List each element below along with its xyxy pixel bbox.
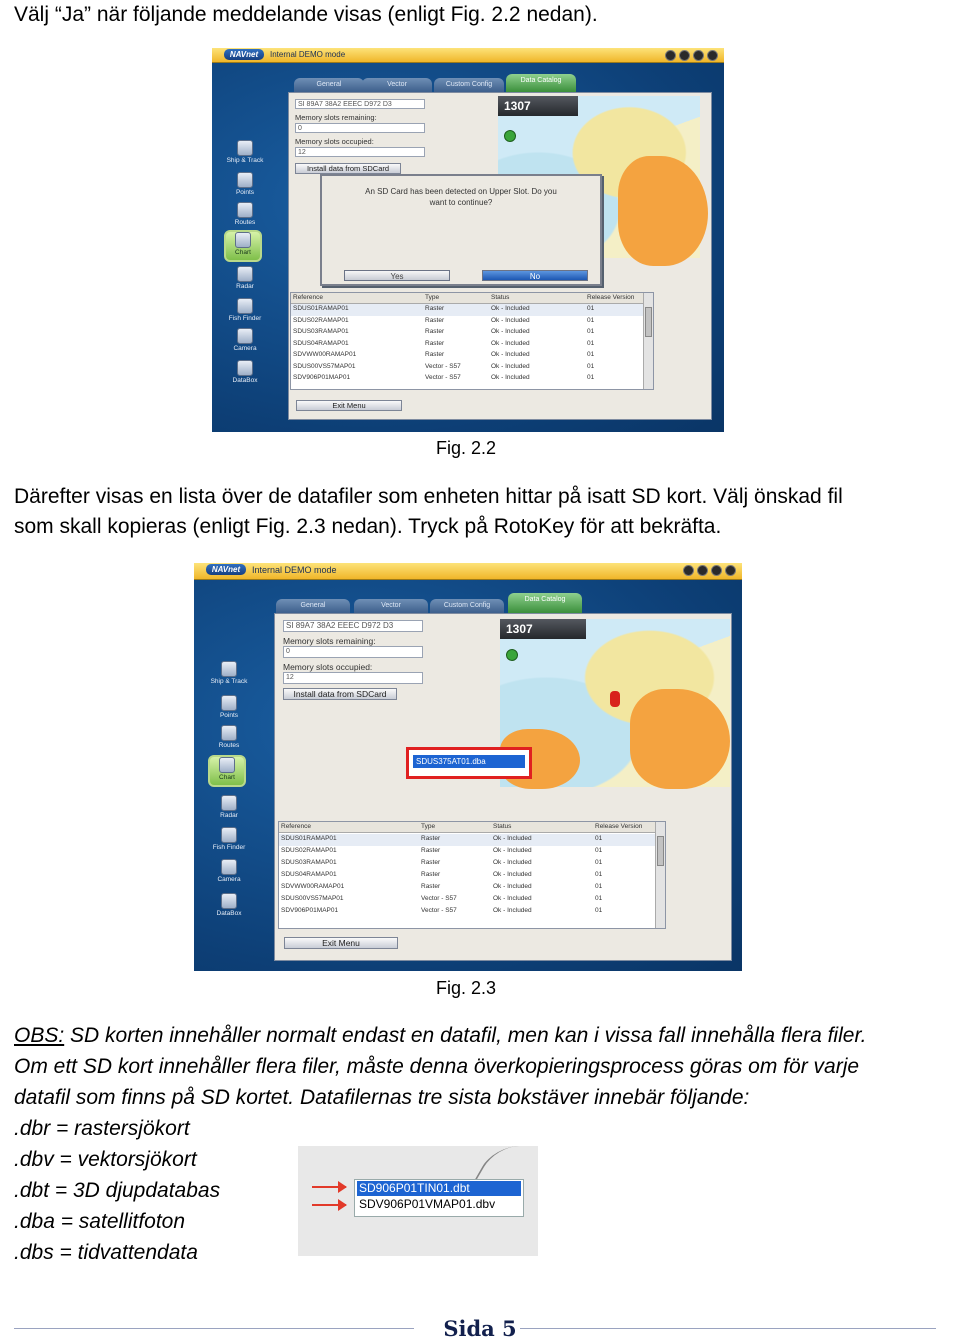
table-cell: Raster xyxy=(425,305,445,312)
table-cell: 01 xyxy=(595,871,603,878)
route-icon xyxy=(237,202,253,218)
sidebar-item-camera[interactable] xyxy=(208,859,250,887)
table-cell: SDUS02RAMAP01 xyxy=(281,847,337,854)
sidebar-item-label: DataBox xyxy=(232,377,258,384)
yes-button[interactable]: Yes xyxy=(344,270,450,281)
memory-remaining-field: 0 xyxy=(295,123,425,133)
sidebar-item-databox[interactable] xyxy=(224,360,266,388)
chart-icon xyxy=(235,232,251,248)
file-table xyxy=(278,821,666,929)
col-release-version: Release Version xyxy=(587,294,635,301)
obs-label: OBS: xyxy=(14,1024,65,1047)
table-cell: Raster xyxy=(425,339,445,347)
col-status: Status xyxy=(493,823,512,830)
table-cell: Raster xyxy=(425,351,445,358)
table-cell: SDUS00VS57MAP01 xyxy=(281,895,344,902)
sidebar-item-label: Points xyxy=(235,189,255,196)
intro-text: Välj “Ja” när följande meddelande visas (enligt Fig. 2.2 nedan). xyxy=(14,3,598,26)
point-icon xyxy=(237,172,253,188)
sidebar-item-label: Points xyxy=(219,712,239,719)
table-row[interactable] xyxy=(291,327,643,339)
table-cell: Ok - Included xyxy=(491,351,530,358)
col-status: Status xyxy=(491,294,510,301)
table-cell: Ok - Included xyxy=(493,895,532,902)
tab-custom-config[interactable]: Custom Config xyxy=(434,78,504,92)
fish-finder-icon xyxy=(221,827,237,843)
table-cell: Ok - Included xyxy=(493,859,532,866)
table-cell: Vector - S57 xyxy=(425,362,461,370)
arrow-right-icon xyxy=(312,1186,346,1188)
tab-custom-config[interactable]: Custom Config xyxy=(430,599,504,613)
table-row[interactable] xyxy=(291,362,643,374)
tab-general[interactable]: General xyxy=(276,599,350,613)
sidebar-item-label: Radar xyxy=(236,283,254,290)
sidebar-item-label: Radar xyxy=(220,812,238,819)
selected-file[interactable]: SDUS375AT01.dba xyxy=(413,755,525,768)
tab-vector[interactable]: Vector xyxy=(354,599,428,613)
memory-occupied-field: 12 xyxy=(283,672,423,684)
sidebar-item-label: DataBox xyxy=(216,910,242,917)
table-cell: 01 xyxy=(595,907,603,914)
file-table xyxy=(290,292,654,390)
table-cell: SDUS02RAMAP01 xyxy=(293,316,349,324)
table-cell: SDUS01RAMAP01 xyxy=(281,835,337,842)
table-row[interactable] xyxy=(291,316,643,328)
table-cell: 01 xyxy=(595,883,603,890)
table-cell: Ok - Included xyxy=(491,316,530,324)
col-release-version: Release Version xyxy=(595,823,643,830)
table-cell: 01 xyxy=(587,374,595,381)
sidebar-item-label: Ship & Track xyxy=(226,157,264,164)
memory-remaining-label: Memory slots remaining: xyxy=(283,636,376,646)
tab-data-catalog[interactable]: Data Catalog xyxy=(506,74,576,92)
table-cell: SDUS03RAMAP01 xyxy=(293,328,349,335)
table-cell: 01 xyxy=(595,835,603,842)
sidebar-item-points[interactable] xyxy=(208,695,250,723)
sidebar xyxy=(224,140,266,390)
table-cell: Raster xyxy=(421,847,441,854)
table-cell: Vector - S57 xyxy=(425,374,461,381)
table-row[interactable] xyxy=(279,906,655,918)
extension-item: .dbv = vektorsjökort xyxy=(14,1148,197,1171)
sidebar-item-camera[interactable] xyxy=(224,328,266,356)
decorative-curve xyxy=(474,1146,536,1181)
sidebar-item-label: Camera xyxy=(233,345,257,352)
serial-field: SI 89A7 38A2 EEEC D972 D3 xyxy=(283,620,423,632)
screenshot-fig-2-3 xyxy=(194,563,742,971)
figure-caption-2-3: Fig. 2.3 xyxy=(436,978,497,998)
sidebar-item-routes[interactable] xyxy=(224,202,266,230)
memory-occupied-field: 12 xyxy=(295,147,425,157)
sidebar-item-radar[interactable] xyxy=(224,266,266,294)
sidebar-item-label: Chart xyxy=(219,774,235,781)
chart-icon xyxy=(219,757,235,773)
table-row[interactable] xyxy=(291,373,643,385)
chart-view xyxy=(500,619,730,787)
title-bar xyxy=(194,563,742,580)
table-cell: SDVWW00RAMAP01 xyxy=(281,883,345,890)
figure-caption-2-2: Fig. 2.2 xyxy=(436,438,497,458)
table-cell: 01 xyxy=(587,316,595,324)
table-row[interactable] xyxy=(291,339,643,351)
table-cell: Ok - Included xyxy=(493,871,532,878)
camera-icon xyxy=(221,859,237,875)
table-cell: Ok - Included xyxy=(493,835,532,842)
sidebar-item-label: Ship & Track xyxy=(210,678,248,685)
sidebar-item-label: Camera xyxy=(217,876,241,883)
dialog-message-line-2: want to continue? xyxy=(429,198,493,207)
obs-line-3: datafil som finns på SD kortet. Datafilernas tre sista bokstäver innebär följande: xyxy=(14,1086,750,1109)
file-list xyxy=(354,1179,524,1217)
arrow-right-icon xyxy=(312,1204,346,1206)
status-icon xyxy=(683,565,694,576)
table-cell: Ok - Included xyxy=(493,907,532,914)
scrollbar-thumb[interactable] xyxy=(657,836,664,866)
table-row[interactable] xyxy=(279,894,655,906)
sidebar-item-label: Fish Finder xyxy=(212,844,246,851)
boat-marker-icon xyxy=(610,691,620,707)
sidebar-item-points[interactable] xyxy=(224,172,266,200)
tab-vector[interactable]: Vector xyxy=(362,78,432,92)
table-row[interactable] xyxy=(291,350,643,362)
table-cell: Vector - S57 xyxy=(421,895,457,902)
table-cell: Raster xyxy=(421,871,441,878)
obs-line-1 xyxy=(14,1021,867,1051)
table-cell: SDUS04RAMAP01 xyxy=(281,871,337,878)
sidebar-item-databox[interactable] xyxy=(208,893,250,921)
table-cell: Vector - S57 xyxy=(421,907,457,914)
speed-readout: 1307 xyxy=(498,96,578,116)
table-cell: SDUS04RAMAP01 xyxy=(293,339,349,347)
table-cell: Ok - Included xyxy=(491,328,530,335)
table-cell: 01 xyxy=(587,328,595,335)
memory-occupied-label: Memory slots occupied: xyxy=(295,137,374,146)
mode-label: Internal DEMO mode xyxy=(252,565,337,575)
table-row[interactable] xyxy=(279,846,655,858)
table-row[interactable] xyxy=(291,304,643,316)
col-reference: Reference xyxy=(281,823,311,830)
scrollbar-thumb[interactable] xyxy=(645,307,652,337)
status-icon xyxy=(665,50,676,61)
exit-menu-button[interactable]: Exit Menu xyxy=(284,937,398,949)
ship-icon xyxy=(237,140,253,156)
table-cell: 01 xyxy=(587,339,595,347)
table-cell: Raster xyxy=(425,328,445,335)
obs-text-1: SD korten innehåller normalt endast en datafil, men kan i vissa fall innehålla flera filer. xyxy=(64,1024,867,1047)
table-cell: 01 xyxy=(587,362,595,370)
land-area xyxy=(618,156,708,266)
table-cell: Ok - Included xyxy=(493,883,532,890)
sidebar-item-fish-finder[interactable] xyxy=(208,827,250,855)
camera-icon xyxy=(237,328,253,344)
databox-icon xyxy=(221,893,237,909)
serial-field: SI 89A7 38A2 EEEC D972 D3 xyxy=(295,99,425,109)
databox-icon xyxy=(237,360,253,376)
table-scrollbar[interactable] xyxy=(643,293,653,389)
extension-item: .dbt = 3D djupdatabas xyxy=(14,1179,221,1202)
table-header xyxy=(279,822,655,833)
table-cell: SDVWW00RAMAP01 xyxy=(293,351,357,358)
col-type: Type xyxy=(421,823,436,830)
exit-menu-button[interactable]: Exit Menu xyxy=(296,400,402,411)
file-list-snippet xyxy=(298,1146,538,1256)
table-cell: Ok - Included xyxy=(491,362,530,370)
sidebar-item-ship-track[interactable] xyxy=(208,661,250,689)
sidebar-item-chart[interactable] xyxy=(224,230,262,262)
table-scrollbar[interactable] xyxy=(655,822,665,928)
table-cell: SDUS00VS57MAP01 xyxy=(293,362,356,370)
sidebar-item-ship-track[interactable] xyxy=(224,140,266,168)
tab-general[interactable]: General xyxy=(294,78,364,92)
title-bar-icons xyxy=(665,50,718,61)
sidebar-item-routes[interactable] xyxy=(208,725,250,753)
mode-label: Internal DEMO mode xyxy=(270,50,346,59)
table-cell: 01 xyxy=(595,895,603,902)
table-cell: 01 xyxy=(587,351,595,358)
install-sdcard-button[interactable]: Install data from SDCard xyxy=(295,163,401,174)
sidebar xyxy=(208,661,250,925)
sidebar-item-chart[interactable] xyxy=(208,755,246,787)
page-number: Sida 5 xyxy=(443,1316,517,1341)
table-row[interactable] xyxy=(279,870,655,882)
route-icon xyxy=(221,725,237,741)
land-area xyxy=(630,689,730,789)
sidebar-item-radar[interactable] xyxy=(208,795,250,823)
navnet-logo: NAVnet xyxy=(224,49,264,60)
extension-item: .dba = satellitfoton xyxy=(14,1210,186,1233)
instruction-line-2: som skall kopieras (enligt Fig. 2.3 nedan). Tryck på RotoKey för att bekräfta. xyxy=(14,515,722,538)
sidebar-item-fish-finder[interactable] xyxy=(224,298,266,326)
sidebar-item-label: Routes xyxy=(218,742,240,749)
obs-line-2: Om ett SD kort innehåller flera filer, måste denna överkopieringsprocess göras om för varje xyxy=(14,1055,860,1078)
dialog-message-line-1: An SD Card has been detected on Upper Slot. Do you xyxy=(365,187,557,196)
navnet-logo: NAVnet xyxy=(206,564,246,575)
settings-icon xyxy=(707,50,718,61)
radar-icon xyxy=(237,266,253,282)
table-cell: Ok - Included xyxy=(491,374,530,381)
table-cell: Raster xyxy=(425,316,445,324)
status-dot-icon xyxy=(506,649,518,661)
extension-item: .dbr = rastersjökort xyxy=(14,1117,190,1140)
col-type: Type xyxy=(425,294,440,301)
title-bar xyxy=(212,48,724,63)
table-row[interactable] xyxy=(279,834,655,846)
sidebar-item-label: Fish Finder xyxy=(228,315,262,322)
table-cell: SDV906P01MAP01 xyxy=(281,907,339,914)
tab-data-catalog[interactable]: Data Catalog xyxy=(508,593,582,613)
radar-icon xyxy=(221,795,237,811)
file-item-selected[interactable]: SD906P01TIN01.dbt xyxy=(357,1181,521,1196)
ship-icon xyxy=(221,661,237,677)
memory-remaining-label: Memory slots remaining: xyxy=(295,113,377,122)
title-bar-icons xyxy=(683,565,736,576)
table-cell: 01 xyxy=(595,859,603,866)
sidebar-item-label: Routes xyxy=(234,219,256,226)
power-icon xyxy=(697,565,708,576)
power-icon xyxy=(679,50,690,61)
table-row[interactable] xyxy=(279,858,655,870)
table-cell: Raster xyxy=(421,883,441,890)
table-cell: 01 xyxy=(587,305,595,312)
table-cell: SDV906P01MAP01 xyxy=(293,374,351,381)
table-cell: Ok - Included xyxy=(493,847,532,854)
table-cell: SDUS01RAMAP01 xyxy=(293,305,349,312)
memory-remaining-field: 0 xyxy=(283,646,423,658)
install-sdcard-button[interactable]: Install data from SDCard xyxy=(283,688,397,700)
table-cell: Ok - Included xyxy=(491,305,530,312)
sidebar-item-label: Chart xyxy=(235,249,251,256)
table-header xyxy=(291,293,643,304)
sd-card-dialog xyxy=(320,174,602,286)
table-cell: 01 xyxy=(595,847,603,854)
menu-icon xyxy=(693,50,704,61)
instruction-line-1: Därefter visas en lista över de datafiler som enheten hittar på isatt SD kort. Välj önskad fil xyxy=(14,485,843,508)
menu-icon xyxy=(711,565,722,576)
screenshot-fig-2-2 xyxy=(212,48,724,432)
settings-icon xyxy=(725,565,736,576)
fish-finder-icon xyxy=(237,298,253,314)
extension-item: .dbs = tidvattendata xyxy=(14,1241,198,1264)
file-item[interactable]: SDV906P01VMAP01.dbv xyxy=(359,1197,496,1211)
table-cell: Raster xyxy=(421,859,441,866)
selected-file-highlight[interactable] xyxy=(406,747,532,779)
memory-occupied-label: Memory slots occupied: xyxy=(283,662,373,672)
col-reference: Reference xyxy=(293,294,323,301)
table-row[interactable] xyxy=(279,882,655,894)
no-button[interactable]: No xyxy=(482,270,588,281)
status-dot-icon xyxy=(504,130,516,142)
table-cell: SDUS03RAMAP01 xyxy=(281,859,337,866)
point-icon xyxy=(221,695,237,711)
table-cell: Raster xyxy=(421,835,441,842)
table-cell: Ok - Included xyxy=(491,339,530,347)
speed-readout: 1307 xyxy=(500,619,586,639)
